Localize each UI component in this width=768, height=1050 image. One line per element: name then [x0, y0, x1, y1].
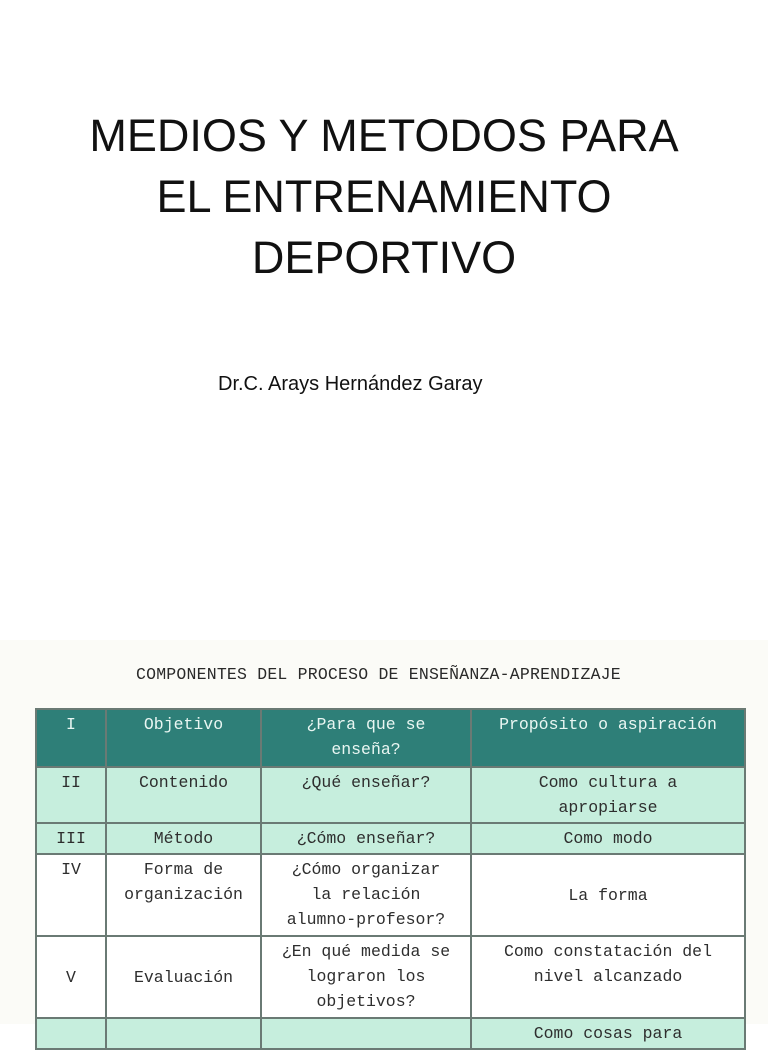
- cell-line: Propósito o aspiración: [499, 715, 717, 734]
- question-cell: [261, 767, 471, 823]
- row-number: II: [36, 767, 106, 823]
- components-table: [35, 708, 746, 1050]
- title-line-3: DEPORTIVO: [251, 232, 517, 283]
- cell-line: lograron los: [306, 967, 426, 986]
- author-name: Dr.C. Arays Hernández Garay: [218, 373, 483, 395]
- cell-line: Como constatación del: [504, 942, 712, 961]
- table-row: [36, 823, 745, 854]
- cell-line: Como modo: [563, 829, 653, 848]
- scanned-table-image: [0, 640, 768, 1043]
- purpose-cell: [471, 767, 745, 823]
- table-caption: COMPONENTES DEL PROCESO DE ENSEÑANZA-APRENDIZAJE: [136, 665, 621, 684]
- component-cell: [106, 709, 261, 767]
- cell-line: ¿Qué enseñar?: [301, 773, 431, 792]
- component-cell: [106, 1018, 261, 1049]
- row-number: V: [36, 936, 106, 1018]
- question-cell: [261, 936, 471, 1018]
- table-row: [36, 854, 745, 936]
- cell-line: Objetivo: [143, 715, 224, 734]
- question-cell: [261, 709, 471, 767]
- cell-line: la relación: [311, 885, 421, 904]
- question-cell: [261, 854, 471, 936]
- purpose-cell: [471, 854, 745, 936]
- question-cell: [261, 823, 471, 854]
- purpose-cell: [471, 709, 745, 767]
- cell-line: ¿En qué medida se: [281, 942, 451, 961]
- component-cell: [106, 854, 261, 936]
- cell-line: ¿Para que se: [306, 715, 426, 734]
- title-line-1: MEDIOS Y METODOS PARA: [89, 110, 679, 161]
- row-number: [36, 1018, 106, 1049]
- cell-line: La forma: [568, 885, 648, 905]
- purpose-cell: [471, 936, 745, 1018]
- cell-line: nivel alcanzado: [533, 967, 683, 986]
- component-cell: [106, 767, 261, 823]
- title-line-2: EL ENTRENAMIENTO: [156, 171, 612, 222]
- cell-line: objetivos?: [316, 992, 416, 1011]
- cell-line: ¿Cómo organizar: [291, 860, 441, 879]
- cell-line: enseña?: [331, 740, 401, 759]
- component-cell: [106, 936, 261, 1018]
- slide-title: [30, 105, 738, 288]
- purpose-cell: [471, 1018, 745, 1049]
- table-row: [36, 709, 745, 767]
- question-cell: [261, 1018, 471, 1049]
- cell-line: Evaluación: [133, 967, 234, 987]
- table-row: [36, 936, 745, 1018]
- component-cell: [106, 823, 261, 854]
- cell-line: Contenido: [138, 773, 229, 792]
- row-number: I: [36, 709, 106, 767]
- row-number: III: [36, 823, 106, 854]
- cell-line: ¿Cómo enseñar?: [296, 829, 436, 848]
- table-row: [36, 767, 745, 823]
- table-row: [36, 1018, 745, 1049]
- cell-line: Como cultura a: [538, 773, 678, 792]
- row-number: IV: [36, 854, 106, 936]
- cell-line: Método: [153, 829, 214, 848]
- cell-line: organización: [124, 885, 243, 904]
- cell-line: alumno-profesor?: [286, 910, 446, 929]
- cell-line: Como cosas para: [533, 1024, 683, 1043]
- cell-line: Forma de: [143, 860, 224, 879]
- cell-line: apropiarse: [558, 798, 658, 817]
- purpose-cell: [471, 823, 745, 854]
